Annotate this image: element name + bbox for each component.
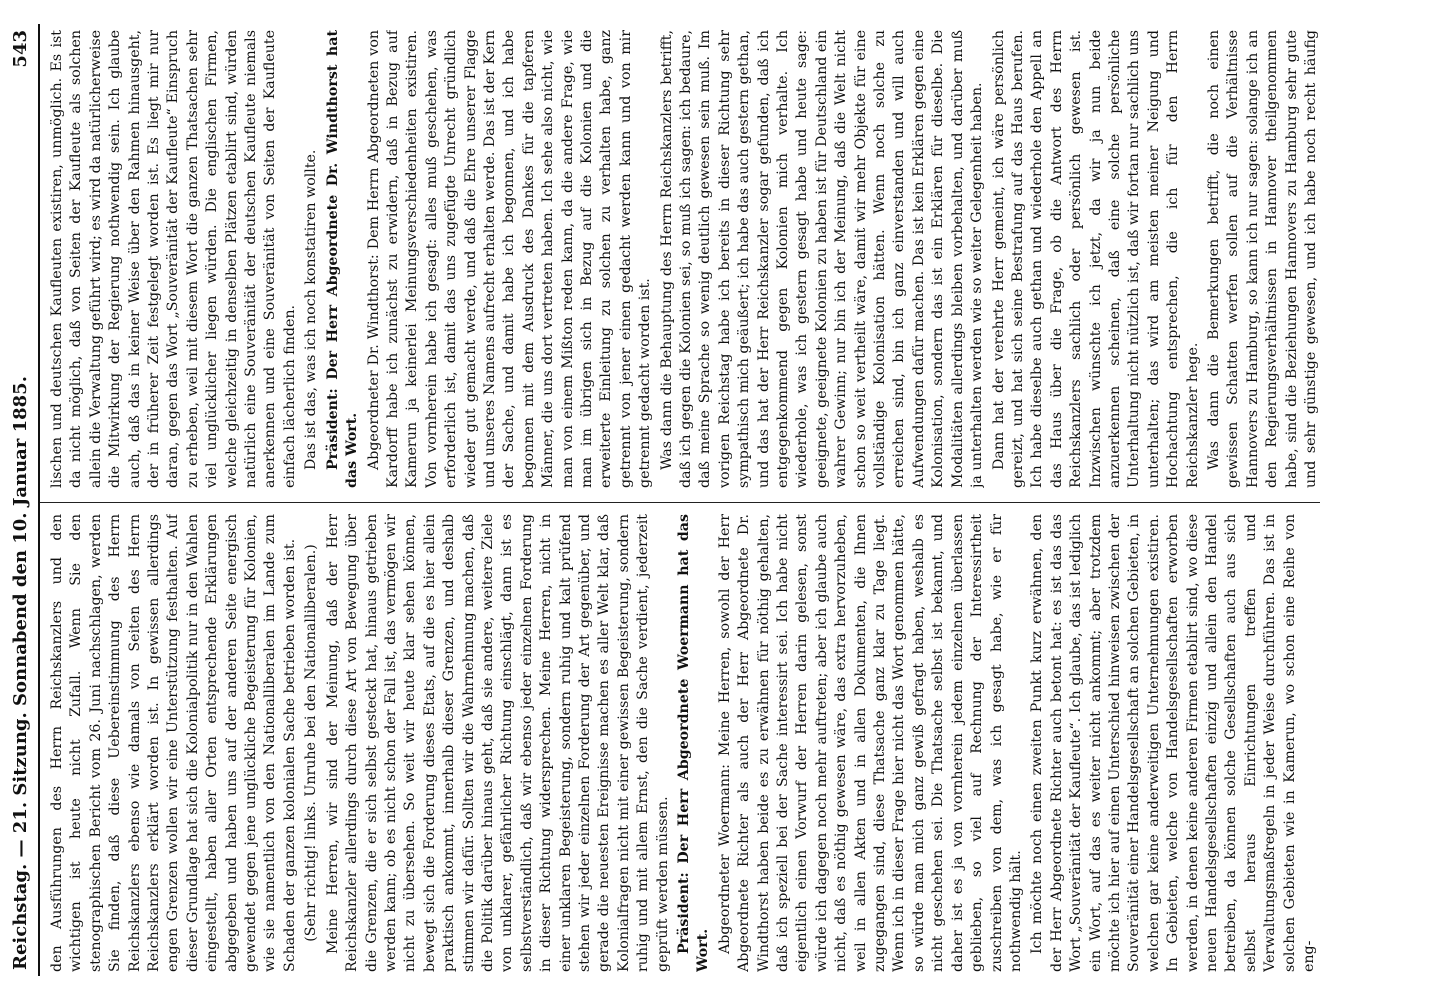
paragraph: Was dann die Behauptung des Herrn Reichskanzlers betrifft, daß ich gegen die Kolonien sei, so muß ich sagen: ich bedaure, daß meine Sprache so wenig deutlich gewesen sein muß. Im vorigen Reichstag habe ich bereits in dieser Richtung sehr sympathisch mich geäußert; ich habe das auch gestern gethan, und das hat der Herr Reichskanzler sogar gefunden, daß ich entgegenkommend gegen Kolonien mich verhalte. Ich wiederhole, was ich gestern gesagt habe und heute sage: geeignete, geeignete Kolonien zu haben ist für Deutschland ein wahrer Gewinn; nur bin ich der Meinung, daß die Welt nicht schon so weit vertheilt wäre, damit wir mehr Objekte für eine vollständige Kolonisation hätten. Wenn noch solche zu erreichen sind, bin ich ganz einverstanden und will auch Aufwendungen dafür machen. Das ist kein Erklären gegen eine Kolonisation, sondern das ist ein Erklären für dieselbe. Die Modalitäten allerdings bleiben vorbehalten, und darüber muß ja unterhalten werden wie so weiter Gelegenheit haben. [658, 30, 986, 488]
interjection: (Sehr richtig! links. Unruhe bei den Nationalliberalen.) [303, 544, 320, 942]
paragraph: Abgeordneter Woermann: Meine Herren, sowohl der Herr Abgeordnete Richter als auch der Herr Abgeordnete Dr. Windthorst haben beide es zu erwähnen für nöthig gehalten, daß ich speziell bei der Sache interessirt sei. Ich habe nicht eigentlich einen Vorwurf der Herren darin gelesen, sonst würde ich dagegen noch mehr auftreten; aber ich glaube auch nicht, daß es nöthig gewesen wäre, das extra hervorzuheben, weil in allen Akten und in allen Dokumenten, die Ihnen zugegangen sind, diese Thatsache ganz klar zu Tage liegt. Wenn ich in dieser Frage hier nicht das Wort genommen hätte, so würde man mich ganz gewiß gefragt haben, weshalb es nicht geschehen sei. Die Thatsache selbst ist bekannt, und daher ist es ja von vornherein jedem einzelnen überlassen geblieben, so viel auf Rechnung der Interessirtheit zuschreiben von dem, was ich gesagt habe, wie er für nothwendig hält. [716, 514, 1024, 972]
paragraph: Ich möchte noch einen zweiten Punkt kurz erwähnen, den der Herr Abgeordnete Richter auch betont hat: es ist das das Wort „Souveränität der Kaufleute“. Ich glaube, das ist lediglich ein Wort, auf das es weiter nicht ankommt; aber trotzdem möchte ich hier auf einen Unterschied hinweisen zwischen der Souveränität einer Handelsgesellschaft an solchen Gebieten, in welchen gar keine anderweitigen Unternehmungen existiren. In Gebieten, welche von Handelsgesellschaften erworben werden, in denen keine anderen Firmen etablirt sind, wo diese neuen Handelsgesellschaften einzig und allein den Handel betreiben, da können solche Gesellschaften auch aus sich selbst heraus Einrichtungen treffen und Verwaltungsmaßregeln in jeder Weise durchführen. Das ist in solchen Gebieten wie in Kamerun, wo schon eine Reihe von eng- [1029, 514, 1317, 972]
right-column [48, 30, 1320, 488]
paragraph: Das ist das, was ich noch konstatiren wollte. [303, 149, 320, 470]
paragraph: den Ausführungen des Herrn Reichskanzlers und den wichtigen ist heute nicht Zufall. Wenn Sie den stenographischen Bericht vom 26. Juni nachschlagen, werden Sie finden, daß diese Uebereinstimmung des Herrn Reichskanzlers ebenso wie damals von Seiten des Herrn Reichskanzlers erklärt worden ist. In gewissen allerdings engen Grenzen wollen wir eine Unterstützung festhalten. Auf dieser Grundlage hat sich die Kolonialpolitik nur in den Wahlen eingestellt, haben aller Orten entsprechende Erklärungen abgegeben und haben uns auf der anderen Seite energisch gewendet gegen jene unglückliche Begeisterung für Kolonien, wie sie namentlich von den Nationalliberalen im Lande zum Schaden der ganzen kolonialen Sache betrieben worden ist. [49, 514, 298, 972]
page-header [6, 24, 36, 976]
digitization-note [1398, 0, 1432, 1000]
paragraph: Abgeordneter Dr. Windthorst: Dem Herrn Abgeordneten von Kardorff habe ich zunächst zu erwidern, daß in Bezug auf Kamerun ja keinerlei Meinungsverschiedenheiten existiren. Von vornherein habe ich gesagt: alles muß geschehen, was erforderlich ist, damit das uns zugefügte Unrecht gründlich wieder gut gemacht werde, und daß die Ehre unserer Flagge und unseres Namens aufrecht erhalten werde. Das ist der Kern der Sache, und damit habe ich begonnen, und ich habe begonnen mit dem Ausdruck des Dankes für die tapferen Männer, die uns dort vertreten haben. Ich sehe also nicht, wie man von einem Mißton reden kann, da die andere Frage, wie man im übrigen sich in Bezug auf die Kolonien und die erweiterte Einleitung zu solchen zu verhalten habe, ganz getrennt von jener einen gedacht werden kann und von mir getrennt gedacht worden ist. [365, 30, 654, 488]
column-divider [40, 502, 1320, 503]
header-title: Reichstag. — 21. Sitzung. Sonnabend den 10. Januar 1885. [10, 376, 31, 970]
paragraph: Dann hat der verehrte Herr gemeint, ich wäre persönlich gereizt, und hat sich seine Bestrafung auf das Haus berufen. Ich habe dieselbe auch gethan und wiederhole den Appell an das Haus über die Frage, ob die Antwort des Herrn Reichskanzlers sachlich oder persönlich gewesen ist. Inzwischen wünschte ich jetzt, da wir ja nun beide anzuerkennen scheinen, daß eine solche persönliche Unterhaltung nicht nützlich ist, daß wir fortan nur sachlich uns unterhalten; das wird am meisten meiner Neigung und Hochachtung entsprechen, die ich für den Herrn Reichskanzler hege. [990, 30, 1201, 488]
paragraph: Was dann die Bemerkungen betrifft, die noch einen gewissen Schatten werfen sollen auf die Verhältnisse Hannovers zu Hamburg, so kann ich nur sagen: solange ich an den Regierungsverhältnissen in Hannover theilgenommen habe, sind die Beziehungen Hannovers zu Hamburg sehr gute und sehr günstige gewesen, und ich habe noch recht häufig [1205, 30, 1319, 488]
speaker-call: Präsident: Der Herr Abgeordnete Dr. Windthorst hat das Wort. [324, 30, 361, 488]
header-rule [38, 24, 40, 976]
page-number: 543 [10, 30, 31, 68]
speaker-call: Präsident: Der Herr Abgeordnete Woermann hat das Wort. [676, 514, 712, 972]
left-column [48, 514, 1320, 972]
paragraph: Meine Herren, wir sind der Meinung, daß der Herr Reichskanzler allerdings durch diese Art von Bewegung über die Grenzen, die er sich selbst gesteckt hat, hinaus getrieben werden kann; ob es nicht schon der Fall ist, das vermögen wir nicht zu übersehen. So weit wir heute klar sehen können, bewegt sich die Forderung dieses Etats, auf die es hier allein praktisch ankommt, innerhalb dieser Grenzen, und deshalb stimmen wir dafür. Sollten wir die Wahrnehmung machen, daß die Politik darüber hinaus geht, daß sie andere, weitere Ziele von unklarer, gefährlicher Richtung einschlägt, dann ist es selbstverständlich, daß wir ebenso jeder einzelnen Forderung in dieser Richtung widersprechen. Meine Herren, nicht in einer unklaren Begeisterung, sondern ruhig und kalt prüfend stehen wir jeder einzelnen Forderung der Art gegenüber, und gerade die neuesten Ereignisse machen es aller Welt klar, daß Kolonialfragen nicht mit einer gewissen Begeisterung, sondern ruhig und mit allem Ernst, den die Sache verdient, jederzeit geprüft werden müssen. [324, 514, 671, 972]
paragraph: lischen und deutschen Kaufleuten existiren, unmöglich. Es ist da nicht möglich, daß von Seiten der Kaufleute als solchen allein die Verwaltung geführt wird; es wird da natürlicherweise die Mitwirkung der Regierung nothwendig sein. Ich glaube auch, daß das in keiner Weise über den Rahmen hinausgeht, der in früherer Zeit festgelegt worden ist. Es liegt mir nur daran, gegen das Wort „Souveränität der Kaufleute“ Einspruch zu erheben, weil mit diesem Wort die ganzen Thatsachen sehr viel unglücklicher liegen würden. Die englischen Firmen, welche gleichzeitig in denselben Plätzen etablirt sind, würden natürlich eine Souveränität der deutschen Kaufleute niemals anerkennen und eine Souveränität von Seiten der Kaufleute einfach lächerlich finden. [49, 30, 298, 488]
